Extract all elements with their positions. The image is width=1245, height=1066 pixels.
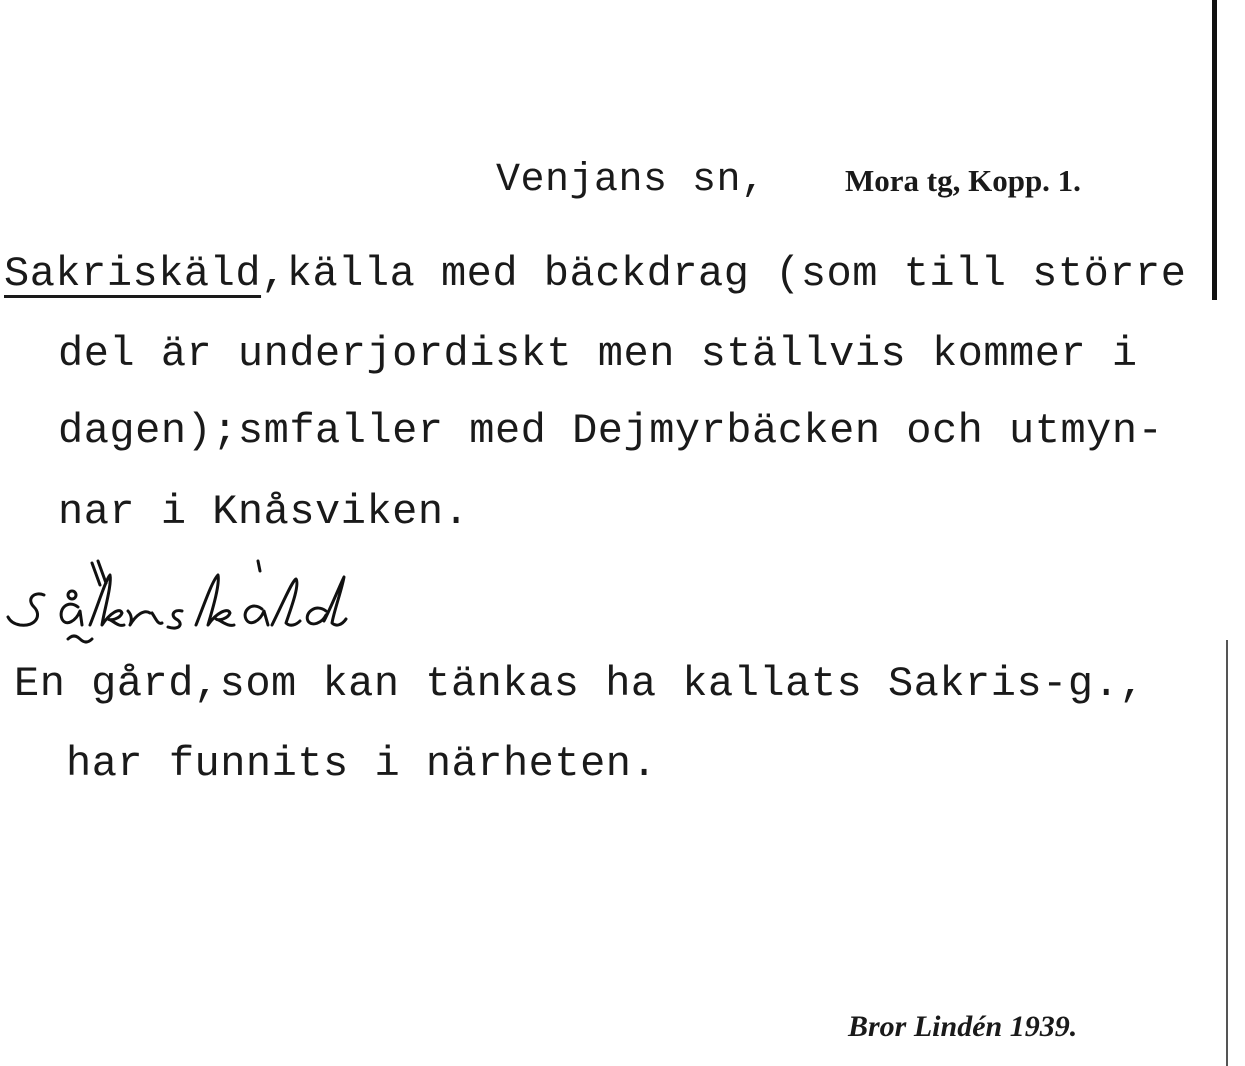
parish-name: Venjans sn, xyxy=(496,158,766,203)
card-right-edge-lower xyxy=(1226,640,1228,1066)
district-reference: Mora tg, Kopp. 1. xyxy=(845,163,1081,198)
card-right-edge xyxy=(1212,0,1217,300)
author-signature: Bror Lindén 1939. xyxy=(848,1010,1078,1043)
entry-line-1-text: ,källa med bäckdrag (som till större xyxy=(261,250,1187,298)
entry-line-2: del är underjordiskt men ställvis kommer i xyxy=(58,330,1138,378)
handwritten-pronunciation xyxy=(6,555,446,655)
headword: Sakriskäld xyxy=(4,250,262,298)
entry-line-4: nar i Knåsviken. xyxy=(58,488,470,536)
entry-line-3: dagen);smfaller med Dejmyrbäcken och utmyn- xyxy=(58,407,1164,455)
note-line-2: har funnits i närheten. xyxy=(66,740,658,788)
entry-line-1 xyxy=(4,250,1186,298)
note-line-1: En gård,som kan tänkas ha kallats Sakris-g., xyxy=(14,660,1145,708)
